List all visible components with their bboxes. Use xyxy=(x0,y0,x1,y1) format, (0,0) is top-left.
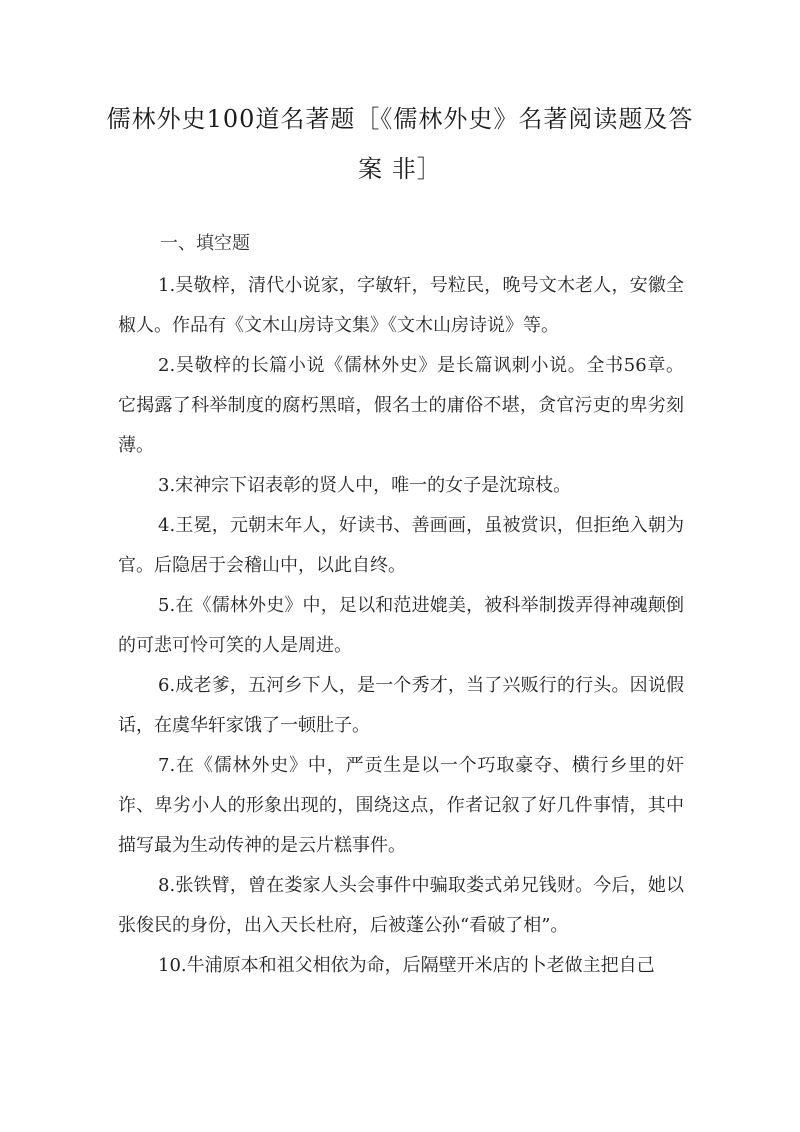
paragraph-item-4: 4.王冕，元朝末年人，好读书、善画画，虽被赏识，但拒绝入朝为官。后隐居于会稽山中，以此自终。 xyxy=(118,515,684,576)
paragraph-item-7: 7.在《儒林外史》中，严贡生是以一个巧取豪夺、横行乡里的奸诈、卑劣小人的形象出现的，围绕这点，作者记叙了好几件事情，其中描写最为生动传神的是云片糕事件。 xyxy=(118,755,684,856)
paragraph-item-2: 2.吴敬梓的长篇小说《儒林外史》是长篇讽刺小说。全书56章。它揭露了科举制度的腐朽黑暗，假名士的庸俗不堪，贪官污吏的卑劣刻薄。 xyxy=(118,355,684,456)
section-heading-fill-in-blank: 一、填空题 xyxy=(160,233,250,254)
paragraph-item-3: 3.宋神宗下诏表彰的贤人中，唯一的女子是沈琼枝。 xyxy=(158,475,572,496)
paragraph-item-1: 1.吴敬梓，清代小说家，字敏轩，号粒民，晚号文木老人，安徽全椒人。作品有《文木山房诗文集》《文木山房诗说》等。 xyxy=(118,275,684,336)
paragraph-item-8: 8.张铁臂，曾在娄家人头会事件中骗取娄式弟兄钱财。今后，她以张俊民的身份，出入天长杜府，后被蓬公孙“看破了相”。 xyxy=(118,875,684,936)
paragraph-item-6: 6.成老爹，五河乡下人，是一个秀才，当了兴贩行的行头。因说假话，在虞华轩家饿了一顿肚子。 xyxy=(118,675,684,736)
paragraph-item-5: 5.在《儒林外史》中，足以和范进媲美，被科举制拨弄得神魂颠倒的可悲可怜可笑的人是周进。 xyxy=(118,595,684,656)
document-title: 儒林外史100道名著题［《儒林外史》名著阅读题及答案 非］ xyxy=(106,105,694,183)
paragraph-item-10: 10.牛浦原本和祖父相依为命，后隔壁开米店的卜老做主把自己 xyxy=(158,955,655,976)
